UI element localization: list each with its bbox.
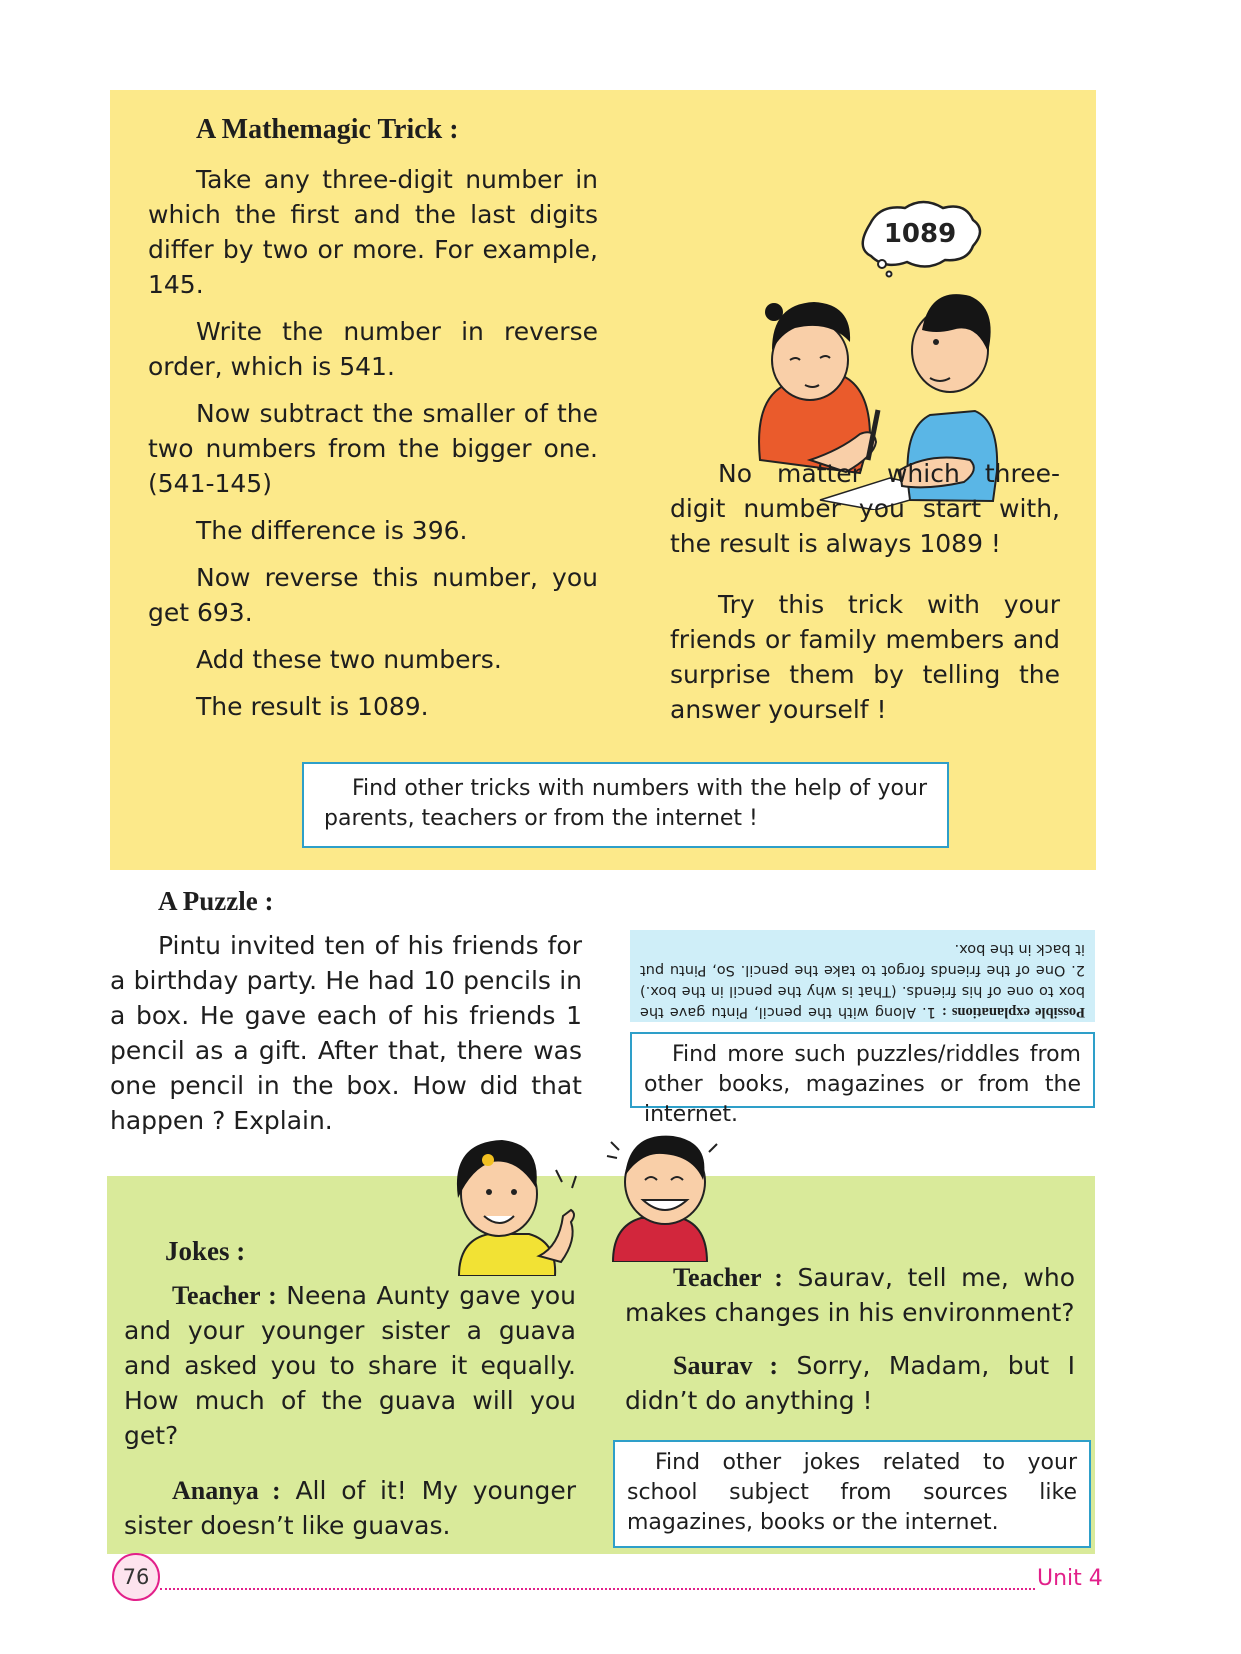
step-paragraph: Now subtract the smaller of the two numbers from the bigger one. (541-145) <box>148 399 598 498</box>
speaker-label: Teacher : <box>673 1263 783 1292</box>
jokes-section <box>107 1176 1095 1554</box>
joke-text: Saurav, tell me, who makes changes in his environment? <box>625 1263 1076 1327</box>
step-paragraph: Write the number in reverse order, which is 541. <box>148 317 598 381</box>
speaker-label: Saurav : <box>673 1351 779 1380</box>
speaker-label: Teacher : <box>172 1281 277 1310</box>
joke-line <box>625 1348 1075 1418</box>
thought-bubble <box>863 202 980 277</box>
speaker-label: Ananya : <box>172 1476 281 1505</box>
answer-text: 1. Along with the pencil, Pintu gave the box to one of his friends. (That is why the pencil in the box.) 2. One of the friends forgot to take the pencil. So, Pintu put it back in the box. <box>639 941 1085 1020</box>
girl-pointing-icon <box>444 1136 589 1276</box>
conclusion-paragraph: Try this trick with your friends or family members and surprise them by telling the answer yourself ! <box>670 590 1060 724</box>
girl-icon <box>759 302 876 473</box>
joke-line <box>124 1473 576 1543</box>
joke-text: Sorry, Madam, but I didn’t do anything ! <box>625 1351 1075 1415</box>
puzzle-title: A Puzzle : <box>158 886 274 916</box>
joke-saurav <box>625 1260 1075 1430</box>
bubble-number: 1089 <box>883 219 957 249</box>
jokes-activity-box <box>613 1440 1091 1548</box>
puzzles-box-text: Find more such puzzles/riddles from other books, magazines or from the internet. <box>644 1042 1081 1127</box>
mathemagic-section <box>110 90 1096 870</box>
joke-line <box>124 1278 576 1453</box>
footer-dotted-rule <box>160 1588 1035 1590</box>
unit-label: Unit 4 <box>1037 1566 1103 1591</box>
step-paragraph: Take any three-digit number in which the first and the last digits differ by two or more. For example, 145. <box>148 165 598 299</box>
puzzle-text <box>110 928 582 1150</box>
joke-text: All of it! My younger sister doesn’t like guavas. <box>124 1476 576 1540</box>
answer-label: Possible explanations : <box>941 1004 1085 1020</box>
puzzles-activity-box <box>630 1032 1095 1127</box>
step-paragraph: The result is 1089. <box>196 692 429 721</box>
jokes-box-text: Find other jokes related to your school subject from sources like magazines, books or the internet. <box>627 1450 1077 1535</box>
tricks-activity-box <box>302 762 949 848</box>
step-paragraph: Now reverse this number, you get 693. <box>148 563 598 627</box>
mathemagic-steps <box>148 162 598 736</box>
joke-line <box>625 1260 1075 1330</box>
boy-laughing-icon <box>605 1130 723 1262</box>
answer-text-rotated <box>640 938 1085 1022</box>
mathemagic-title: A Mathemagic Trick : <box>196 114 459 145</box>
conclusion-paragraph: No matter which three-digit number you start with, the result is always 1089 ! <box>670 459 1060 558</box>
page-number: 76 <box>112 1553 160 1601</box>
upside-down-answer-box <box>630 930 1095 1022</box>
step-paragraph: The difference is 396. <box>196 516 468 545</box>
jokes-title: Jokes : <box>165 1236 246 1266</box>
joke-ananya <box>124 1278 576 1555</box>
joke-text: Neena Aunty gave you and your younger sister a guava and asked you to share it equally. How much of the guava will you get? <box>124 1281 577 1450</box>
mathemagic-conclusion <box>670 456 1060 739</box>
step-paragraph: Add these two numbers. <box>196 645 502 674</box>
puzzle-paragraph: Pintu invited ten of his friends for a birthday party. He had 10 pencils in a box. He gave each of his friends 1 pencil as a gift. After that, there was one pencil in the box. How did that happen ? Explain. <box>110 931 582 1135</box>
tricks-box-text: Find other tricks with numbers with the help of your parents, teachers or from the internet ! <box>324 776 927 831</box>
